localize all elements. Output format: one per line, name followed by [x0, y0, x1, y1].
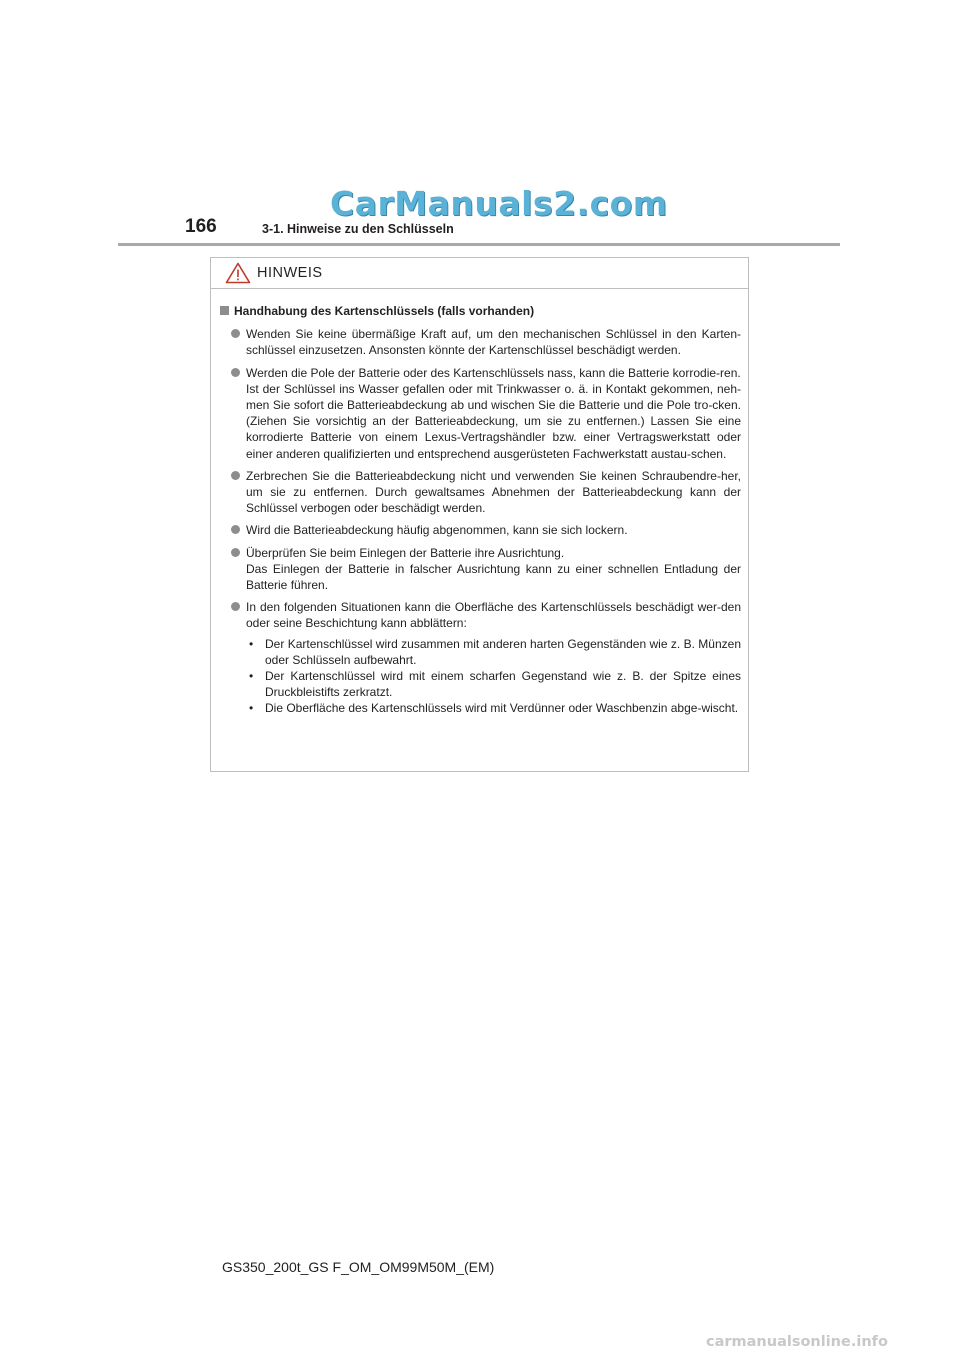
- list-item: [231, 468, 741, 517]
- list-item: [231, 522, 741, 538]
- notice-header: [211, 258, 748, 289]
- sub-list-text: Der Kartenschlüssel wird zusammen mit anderen harten Gegenständen wie z. B. Münzen oder Schlüsseln aufbewahrt.: [265, 636, 741, 667]
- header-divider: [118, 243, 840, 246]
- sub-list-text: Der Kartenschlüssel wird mit einem scharfen Gegenstand wie z. B. der Spitze eines Druckbleistifts zerkratzt.: [265, 669, 741, 700]
- item-paragraph: In den folgenden Situationen kann die Oberfläche des Kartenschlüssels beschädigt wer-den oder seine Beschichtung kann abblättern:: [246, 600, 741, 631]
- bullet-dot-icon: [231, 548, 240, 557]
- bullet-dot-icon: [231, 471, 240, 480]
- dot-marker-icon: •: [249, 636, 254, 651]
- page-number: 166: [185, 216, 217, 237]
- subheading-text: Handhabung des Kartenschlüssels (falls vorhanden): [234, 304, 535, 318]
- notice-body: [211, 289, 748, 717]
- item-paragraph: Das Einlegen der Batterie in falscher Ausrichtung kann zu einer schnellen Entladung der Batterie führen.: [246, 561, 741, 593]
- sub-list-item: [246, 700, 741, 716]
- square-bullet-icon: [220, 306, 229, 315]
- list-item: [231, 545, 741, 594]
- item-paragraph: Werden die Pole der Batterie oder des Kartenschlüssels nass, kann die Batterie korrodie-ren.: [246, 365, 741, 380]
- bullet-dot-icon: [231, 525, 240, 534]
- item-paragraph: Ist der Schlüssel ins Wasser gefallen oder mit Trinkwasser o. ä. in Kontakt gekommen, neh-men Sie sofort die Batterieabdeckung ab und wischen Sie die Batterie und die Pole tro-cken. (Ziehen Sie vorsichtig an der Batterieabdeckung, um sie zu entfernen.) Lassen Sie eine korrodierte Batterie von einem Lexus-Vertragshändler bzw. einer Vertragswerkstatt oder einer anderen qualifizierten und entsprechend ausgerüsteten Fachwerkstatt austau-schen.: [246, 381, 741, 461]
- list-item: [231, 365, 741, 462]
- bullet-dot-icon: [231, 368, 240, 377]
- bullet-dot-icon: [231, 329, 240, 338]
- sub-list-item: [246, 636, 741, 668]
- watermark-logo-bottom: carmanualsonline.info: [706, 1334, 888, 1350]
- dot-marker-icon: •: [249, 701, 254, 716]
- sub-list-item: [246, 668, 741, 700]
- item-paragraph: Wenden Sie keine übermäßige Kraft auf, um den mechanischen Schlüssel in den Karten-schlüssel einzusetzen. Ansonsten könnte der Kartenschlüssel beschädigt werden.: [246, 327, 741, 358]
- section-title: 3-1. Hinweise zu den Schlüsseln: [262, 222, 454, 236]
- watermark-logo-top: CarManuals2.com: [330, 184, 668, 223]
- item-paragraph: Zerbrechen Sie die Batterieabdeckung nicht und verwenden Sie keinen Schraubendre-her, um sie zu entfernen. Durch gewaltsames Abnehmen der Batterieabdeckung kann der Schlüssel verbogen oder beschädigt werden.: [246, 468, 741, 516]
- list-item: [231, 326, 741, 358]
- item-paragraph: Wird die Batterieabdeckung häufig abgenommen, kann sie sich lockern.: [246, 523, 628, 538]
- footer-model-code: GS350_200t_GS F_OM_OM99M50M_(EM): [222, 1259, 495, 1275]
- notice-box: [210, 257, 749, 772]
- sub-list: [246, 636, 741, 717]
- warning-triangle-icon: [225, 262, 251, 284]
- sub-list-text: Die Oberfläche des Kartenschlüssels wird mit Verdünner oder Waschbenzin abge-wischt.: [265, 701, 739, 716]
- bullet-dot-icon: [231, 602, 240, 611]
- notice-title: HINWEIS: [257, 265, 323, 281]
- item-paragraph: Überprüfen Sie beim Einlegen der Batterie ihre Ausrichtung.: [246, 545, 565, 560]
- notice-subheading: [220, 303, 741, 319]
- dot-marker-icon: •: [249, 669, 254, 684]
- list-item: [231, 599, 741, 716]
